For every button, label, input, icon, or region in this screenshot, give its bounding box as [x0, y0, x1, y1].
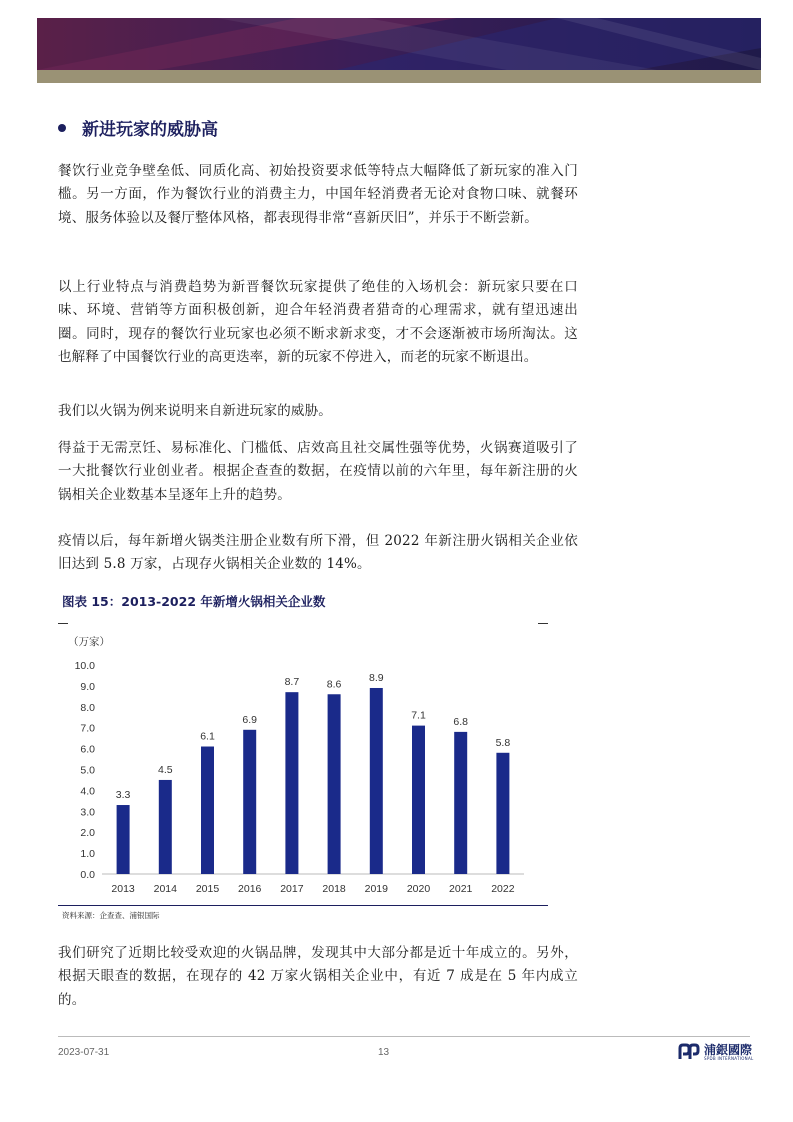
data-label-2016: 6.9 [242, 713, 258, 726]
bar-chart [58, 628, 538, 902]
bar-2022 [496, 753, 509, 874]
figure-bottom-rule [58, 905, 548, 906]
bar-2018 [328, 694, 341, 874]
data-label-2021: 6.8 [453, 715, 469, 728]
paragraph-5: 疫情以后，每年新增火锅类注册企业数有所下滑，但 2022 年新注册火锅相关企业依旧达到 5.8 万家，占现存火锅相关企业数的 14%。 [58, 533, 578, 573]
x-tick-label-2013: 2013 [111, 883, 135, 895]
paragraph-2: 以上行业特点与消费趋势为新晋餐饮玩家提供了绝佳的入场机会：新玩家只要在口味、环境、营销等方面积极创新，迎合年轻消费者猎奇的心理需求，就有望迅速出圈。同时，现存的餐饮行业玩家也必须不断求新求变，才不会逐渐被市场所淘汰。这也解释了中国餐饮行业的高更迭率，新的玩家不停进入，而老的玩家不断退出。 [58, 279, 578, 365]
data-label-2017: 8.7 [284, 676, 300, 689]
y-tick-label: 5.0 [80, 764, 95, 777]
data-label-2019: 8.9 [368, 671, 384, 684]
page-number: 13 [378, 1047, 390, 1058]
data-label-2015: 6.1 [200, 730, 215, 743]
chart-svg [58, 628, 538, 898]
bar-2020 [412, 726, 425, 874]
header-banner-graphic [37, 18, 761, 70]
x-tick-label-2021: 2021 [449, 883, 473, 895]
data-label-2018: 8.6 [326, 678, 342, 691]
paragraph-1: 餐饮行业竞争壁垒低、同质化高、初始投资要求低等特点大幅降低了新玩家的准入门槛。另一方面，作为餐饮行业的消费主力，中国年轻消费者无论对食物口味、就餐环境、服务体验以及餐厅整体风格，都表现得非常“喜新厌旧”，并乐于不断尝新。 [58, 163, 578, 226]
paragraph-4: 得益于无需烹饪、易标准化、门槛低、店效高且社交属性强等优势，火锅赛道吸引了一大批餐饮行业创业者。根据企查查的数据，在疫情以前的六年里，每年新注册的火锅相关企业数基本呈逐年上升的趋势。 [58, 440, 578, 503]
bullet-icon [58, 124, 66, 132]
x-tick-label-2020: 2020 [406, 883, 431, 895]
x-tick-label-2014: 2014 [153, 883, 177, 895]
figure-title: 图表 15：2013-2022 年新增火锅相关企业数 [62, 594, 326, 609]
x-tick-label-2015: 2015 [195, 883, 220, 895]
y-tick-label: 0.0 [80, 869, 95, 881]
figure-rule-right [538, 623, 548, 624]
company-logo [678, 1043, 754, 1061]
bar-2019 [370, 688, 383, 874]
y-tick-label: 9.0 [80, 680, 95, 693]
y-tick-label: 1.0 [80, 848, 95, 861]
figure-rule-left [58, 623, 68, 624]
figure-source: 资料来源：企查查、浦银国际 [62, 911, 160, 920]
bar-2017 [285, 692, 298, 874]
y-tick-label: 6.0 [80, 743, 95, 756]
data-label-2014: 4.5 [157, 763, 173, 776]
y-tick-label: 7.0 [80, 722, 95, 735]
bar-2013 [117, 805, 130, 874]
y-axis-label: （万家） [68, 636, 110, 648]
data-label-2013: 3.3 [115, 789, 131, 802]
y-tick-label: 2.0 [80, 827, 95, 840]
y-tick-label: 10.0 [74, 660, 95, 672]
section-heading-text: 新进玩家的威胁高 [82, 120, 218, 140]
header-strip [37, 70, 761, 83]
data-label-2020: 7.1 [411, 709, 426, 722]
footer-rule [58, 1036, 750, 1037]
y-tick-label: 3.0 [80, 806, 95, 819]
logo-subtitle: SPDB INTERNATIONAL [704, 1055, 754, 1061]
footer-date: 2023-07-31 [58, 1047, 110, 1058]
x-tick-label-2016: 2016 [238, 883, 262, 895]
bar-2021 [454, 732, 467, 874]
x-tick-label-2022: 2022 [491, 883, 515, 895]
x-tick-label-2017: 2017 [280, 883, 304, 895]
section-heading [58, 115, 218, 140]
y-tick-label: 4.0 [80, 785, 95, 798]
logo-mark-icon [678, 1043, 700, 1061]
header-banner [37, 18, 761, 70]
bar-2014 [159, 780, 172, 874]
x-tick-label-2018: 2018 [322, 883, 346, 895]
paragraph-6: 我们研究了近期比较受欢迎的火锅品牌，发现其中大部分都是近十年成立的。另外，根据天眼查的数据，在现存的 42 万家火锅相关企业中，有近 7 成是在 5 年内成立的。 [58, 945, 578, 1008]
paragraph-3: 我们以火锅为例来说明来自新进玩家的威胁。 [58, 403, 332, 419]
bar-2016 [243, 730, 256, 874]
x-tick-label-2019: 2019 [364, 883, 388, 895]
logo-name: 浦銀國際 [704, 1042, 753, 1057]
y-tick-label: 8.0 [80, 701, 95, 714]
bar-2015 [201, 747, 214, 874]
data-label-2022: 5.8 [495, 736, 511, 749]
